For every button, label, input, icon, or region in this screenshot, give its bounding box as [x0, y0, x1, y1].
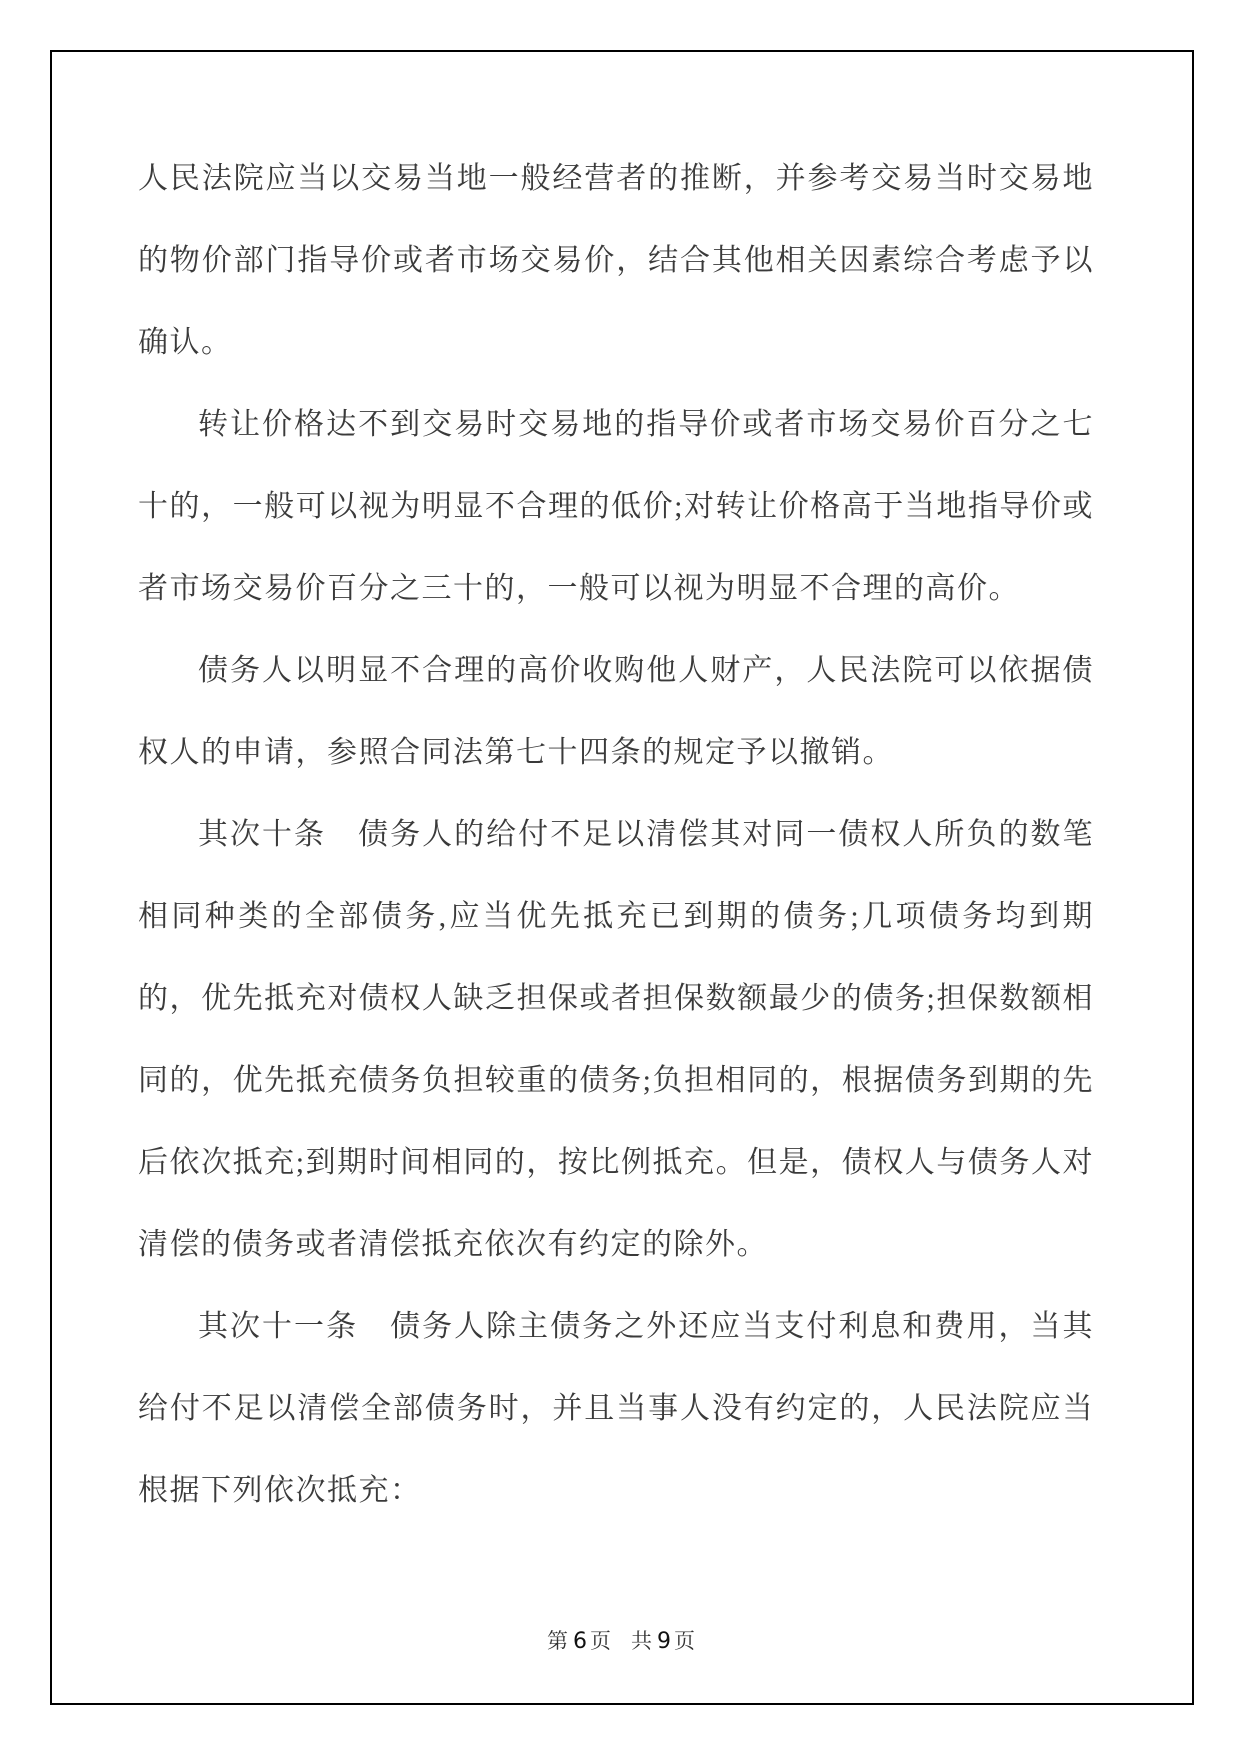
paragraph-article-20: 其次十条 债务人的给付不足以清偿其对同一债权人所负的数笔相同种类的全部债务,应当优先抵充已到期的债务;几项债务均到期的，优先抵充对债权人缺乏担保或者担保数额最少的债务;担保数额相同的，优先抵充债务负担较重的债务;负担相同的，根据债务到期的先后依次抵充;到期时间相同的，按比例抵充。但是，债权人与债务人对清偿的债务或者清偿抵充依次有约定的除外。 — [138, 818, 1094, 1261]
document-body — [138, 138, 1094, 1532]
page-border-frame — [50, 50, 1194, 1705]
paragraph-debtor-high-price: 债务人以明显不合理的高价收购他人财产，人民法院可以依据债权人的申请，参照合同法第七十四条的规定予以撤销。 — [138, 654, 1094, 769]
footer-total-prefix: 共 — [631, 1629, 654, 1653]
paragraph-continuation: 人民法院应当以交易当地一般经营者的推断，并参考交易当时交易地的物价部门指导价或者市场交易价，结合其他相关因素综合考虑予以确认。 — [138, 162, 1094, 359]
footer-total-page-number: 9 — [657, 1629, 671, 1654]
footer-total-page-word: 页 — [674, 1629, 697, 1653]
footer-current-page-number: 6 — [573, 1629, 587, 1654]
paragraph-article-21: 其次十一条 债务人除主债务之外还应当支付利息和费用，当其给付不足以清偿全部债务时，并且当事人没有约定的，人民法院应当根据下列依次抵充： — [138, 1310, 1094, 1507]
footer-page-word: 页 — [590, 1629, 613, 1653]
page-footer — [52, 1625, 1192, 1655]
paragraph-transfer-price-rule: 转让价格达不到交易时交易地的指导价或者市场交易价百分之七十的，一般可以视为明显不合理的低价;对转让价格高于当地指导价或者市场交易价百分之三十的，一般可以视为明显不合理的高价。 — [138, 408, 1094, 605]
footer-page-prefix: 第 — [547, 1629, 570, 1653]
